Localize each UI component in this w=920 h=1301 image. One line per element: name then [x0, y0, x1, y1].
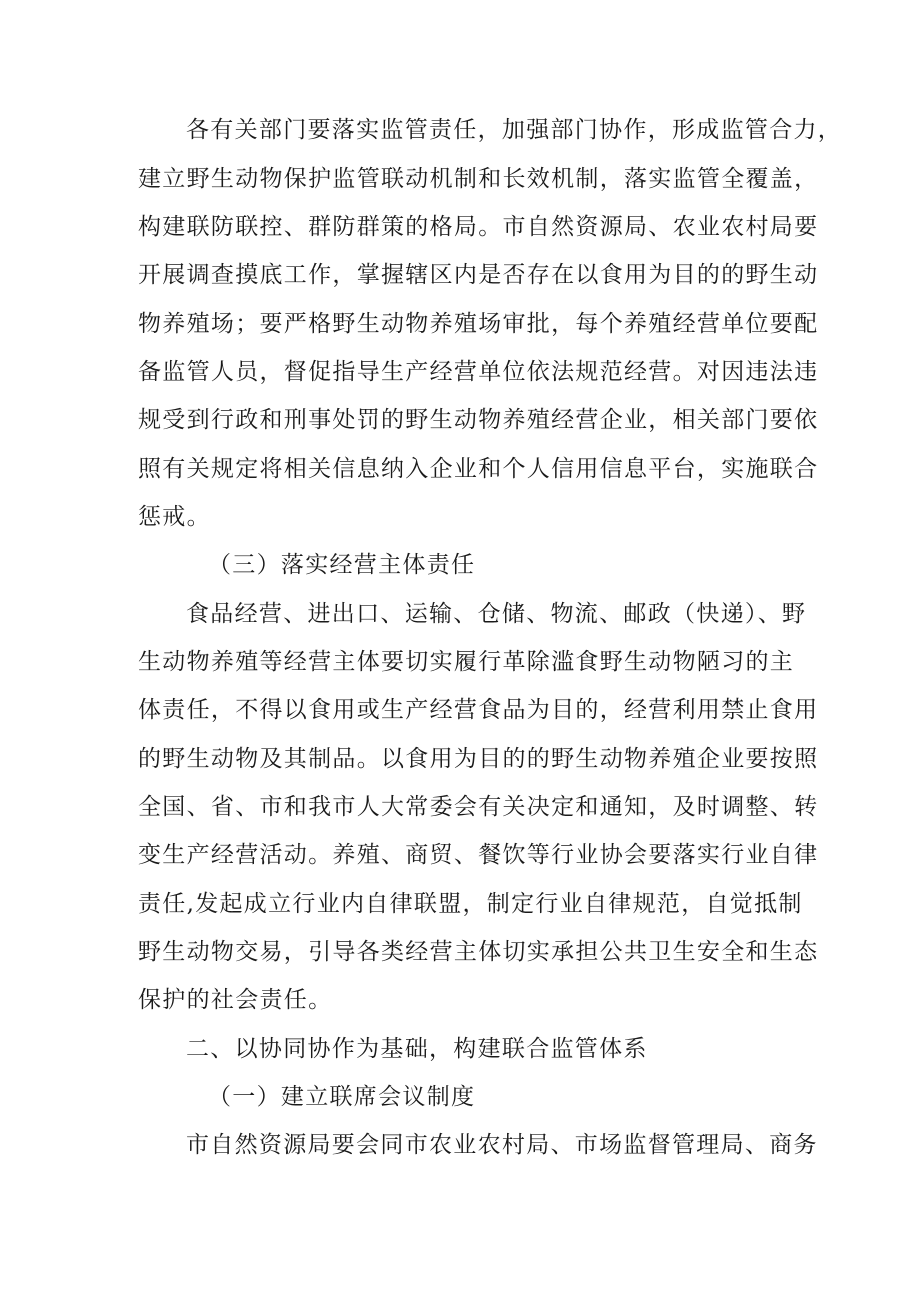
paragraph-line: 体责任，不得以食用或生产经营食品为目的，经营利用禁止食用: [138, 697, 819, 723]
section-heading: （三）落实经营主体责任: [208, 552, 476, 578]
paragraph-line: 备监管人员，督促指导生产经营单位依法规范经营。对因违法违: [138, 359, 819, 385]
chapter-heading: 二、以协同协作为基础，构建联合监管体系: [186, 1036, 648, 1062]
paragraph-line: 生动物养殖等经营主体要切实履行革除滥食野生动物陋习的主: [138, 649, 795, 675]
paragraph-line: 各有关部门要落实监管责任，加强部门协作，形成监管合力，: [186, 117, 843, 143]
paragraph-line: 变生产经营活动。养殖、商贸、餐饮等行业协会要落实行业自律: [138, 842, 819, 868]
paragraph-line: 照有关规定将相关信息纳入企业和个人信用信息平台，实施联合: [138, 456, 819, 482]
paragraph-line: 保护的社会责任。: [138, 987, 333, 1013]
paragraph-line: 惩戒。: [138, 504, 211, 530]
paragraph-line: 的野生动物及其制品。以食用为目的的野生动物养殖企业要按照: [138, 746, 819, 772]
paragraph-line: 全国、省、市和我市人大常委会有关决定和通知，及时调整、转: [138, 794, 819, 820]
paragraph-line: 食品经营、进出口、运输、仓储、物流、邮政（快递）、野: [186, 601, 807, 627]
paragraph-line: 建立野生动物保护监管联动机制和长效机制，落实监管全覆盖，: [138, 166, 819, 192]
section-heading: （一）建立联席会议制度: [208, 1084, 476, 1110]
paragraph-line: 野生动物交易，引导各类经营主体切实承担公共卫生安全和生态: [138, 939, 819, 965]
paragraph-line: 市自然资源局要会同市农业农村局、市场监督管理局、商务: [186, 1132, 818, 1158]
paragraph-line: 开展调查摸底工作，掌握辖区内是否存在以食用为目的的野生动: [138, 262, 819, 288]
paragraph-line: 责任,发起成立行业内自律联盟，制定行业自律规范，自觉抵制: [138, 891, 803, 917]
paragraph-line: 物养殖场；要严格野生动物养殖场审批，每个养殖经营单位要配: [138, 311, 819, 337]
paragraph-line: 规受到行政和刑事处罚的野生动物养殖经营企业，相关部门要依: [138, 407, 819, 433]
paragraph-line: 构建联防联控、群防群策的格局。市自然资源局、农业农村局要: [138, 214, 819, 240]
